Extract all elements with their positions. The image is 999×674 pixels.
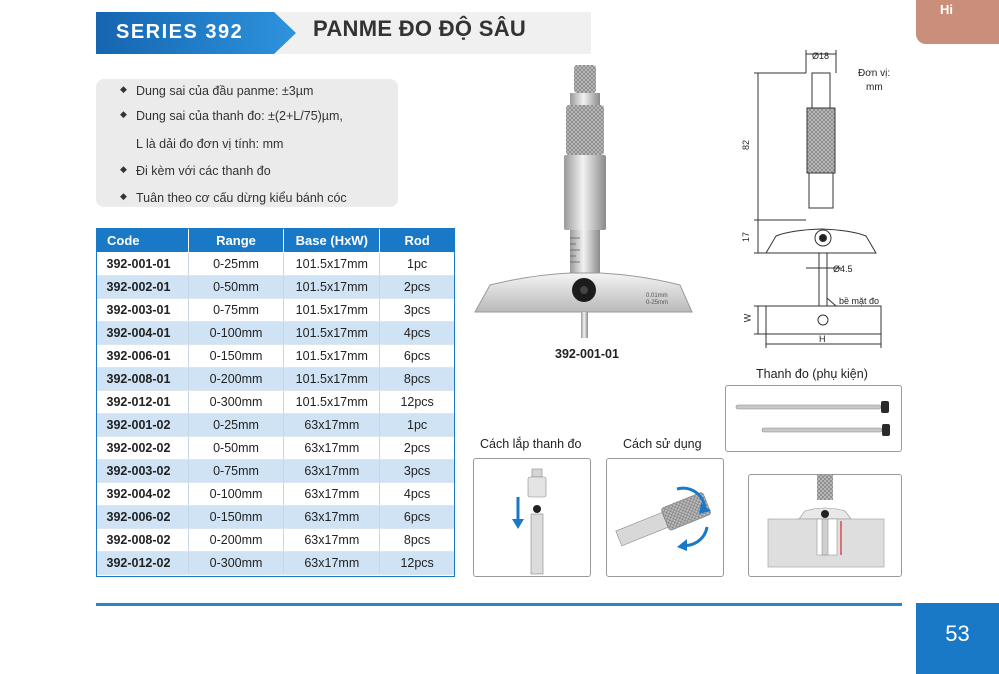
spec-text: Dung sai của thanh đo: ±(2+L/75)µm, — [136, 109, 343, 123]
bullet-icon: ◆ — [120, 84, 127, 94]
table-header-row — [97, 229, 455, 253]
table-cell: 63x17mm — [284, 460, 380, 483]
table-cell: 392-006-02 — [97, 506, 189, 529]
usage-illustration — [607, 459, 725, 578]
table-cell: 3pcs — [380, 460, 455, 483]
spec-text: Đi kèm với các thanh đo — [136, 164, 271, 178]
table-cell: 392-008-02 — [97, 529, 189, 552]
dim-base: 17 — [741, 231, 752, 243]
series-label: SERIES 392 — [116, 21, 244, 43]
table-cell: 0-150mm — [188, 345, 284, 368]
table-cell: 3pcs — [380, 299, 455, 322]
table-row — [97, 368, 455, 391]
table-row — [97, 299, 455, 322]
table-cell: 101.5x17mm — [284, 322, 380, 345]
table-cell: 0-300mm — [188, 552, 284, 575]
table-cell: 0-75mm — [188, 460, 284, 483]
table-cell: 63x17mm — [284, 414, 380, 437]
usage-caption: Cách sử dụng — [623, 437, 702, 451]
table-row — [97, 529, 455, 552]
section-tab-label: Hi — [940, 2, 953, 17]
table-cell: 392-003-02 — [97, 460, 189, 483]
table-cell: 0-100mm — [188, 322, 284, 345]
dim-height: 82 — [741, 139, 752, 151]
table-cell: 392-006-01 — [97, 345, 189, 368]
table-cell: 0-200mm — [188, 529, 284, 552]
table-cell: 63x17mm — [284, 437, 380, 460]
table-row — [97, 391, 455, 414]
column-header: Code — [97, 229, 189, 253]
table-cell: 0-25mm — [188, 253, 284, 276]
table-cell: 0-75mm — [188, 299, 284, 322]
dim-h: H — [819, 334, 826, 344]
base-marking: 0.01mm — [646, 293, 668, 299]
bullet-icon: ◆ — [120, 109, 127, 119]
spec-item — [136, 137, 283, 151]
table-cell: 101.5x17mm — [284, 345, 380, 368]
dim-rod: Ø4.5 — [833, 264, 853, 274]
spec-text: L là dải đo đơn vị tính: mm — [136, 137, 284, 151]
section-tab — [916, 0, 999, 44]
table-cell: 8pcs — [380, 529, 455, 552]
spec-table — [96, 228, 455, 575]
table-row — [97, 414, 455, 437]
table-cell: 63x17mm — [284, 529, 380, 552]
table-cell: 392-012-02 — [97, 552, 189, 575]
table-cell: 0-50mm — [188, 437, 284, 460]
table-cell: 4pcs — [380, 322, 455, 345]
spec-item — [120, 191, 347, 205]
table-cell: 392-008-01 — [97, 368, 189, 391]
base-marking: 0-25mm — [646, 300, 669, 306]
table-cell: 392-004-02 — [97, 483, 189, 506]
table-cell: 4pcs — [380, 483, 455, 506]
table-row — [97, 552, 455, 575]
spec-item — [120, 109, 343, 123]
spec-item — [120, 164, 271, 178]
table-cell: 8pcs — [380, 368, 455, 391]
accessory-caption: Thanh đo (phụ kiện) — [756, 367, 868, 381]
unit-label: mm — [866, 82, 883, 93]
table-cell: 392-012-01 — [97, 391, 189, 414]
table-row — [97, 345, 455, 368]
install-frame — [473, 458, 591, 577]
column-header: Rod — [380, 229, 455, 253]
bullet-icon: ◆ — [120, 164, 127, 174]
table-body — [97, 253, 455, 575]
table-cell: 0-200mm — [188, 368, 284, 391]
table-cell: 101.5x17mm — [284, 276, 380, 299]
table-cell: 101.5x17mm — [284, 253, 380, 276]
column-header: Range — [188, 229, 284, 253]
table-cell: 12pcs — [380, 552, 455, 575]
table-cell: 0-100mm — [188, 483, 284, 506]
table-row — [97, 253, 455, 276]
series-badge — [96, 12, 296, 54]
page-number-box — [916, 603, 999, 674]
table-cell: 0-25mm — [188, 414, 284, 437]
table-cell: 63x17mm — [284, 506, 380, 529]
spec-text: Tuân theo cơ cấu dừng kiểu bánh cóc — [136, 191, 347, 205]
spec-text: Dung sai của đầu panme: ±3µm — [136, 84, 314, 98]
table-row — [97, 322, 455, 345]
table-cell: 63x17mm — [284, 483, 380, 506]
table-row — [97, 506, 455, 529]
table-row — [97, 483, 455, 506]
footer-rule — [96, 603, 902, 606]
table-cell: 101.5x17mm — [284, 299, 380, 322]
table-cell: 392-001-02 — [97, 414, 189, 437]
table-row — [97, 437, 455, 460]
page-title: PANME ĐO ĐỘ SÂU — [313, 16, 527, 41]
table-cell: 0-150mm — [188, 506, 284, 529]
table-cell: 63x17mm — [284, 552, 380, 575]
dim-w: W — [742, 313, 753, 323]
table-cell: 0-300mm — [188, 391, 284, 414]
table-cell: 101.5x17mm — [284, 368, 380, 391]
measurement-illustration — [749, 475, 903, 578]
table-cell: 392-002-01 — [97, 276, 189, 299]
table-row — [97, 460, 455, 483]
table-cell: 12pcs — [380, 391, 455, 414]
table-row — [97, 276, 455, 299]
table-cell: 2pcs — [380, 437, 455, 460]
table-cell: 1pc — [380, 253, 455, 276]
usage-frame — [606, 458, 724, 577]
table-cell: 0-50mm — [188, 276, 284, 299]
table-cell: 392-003-01 — [97, 299, 189, 322]
measurement-frame — [748, 474, 902, 577]
table-cell: 6pcs — [380, 345, 455, 368]
accessory-frame — [725, 385, 902, 452]
install-illustration — [474, 459, 592, 578]
spec-list — [96, 79, 398, 207]
table-cell: 2pcs — [380, 276, 455, 299]
bullet-icon: ◆ — [120, 191, 127, 201]
table-cell: 392-004-01 — [97, 322, 189, 345]
dim-diameter-top: Ø18 — [812, 51, 830, 61]
page-number: 53 — [945, 621, 970, 646]
table-cell: 392-002-02 — [97, 437, 189, 460]
measuring-rods-image — [726, 386, 903, 453]
table-cell: 1pc — [380, 414, 455, 437]
surface-label: bề mặt đo — [839, 296, 880, 306]
install-caption: Cách lắp thanh đo — [480, 437, 582, 451]
table-cell: 101.5x17mm — [284, 391, 380, 414]
spec-item — [120, 84, 314, 98]
technical-drawing — [736, 48, 906, 353]
product-caption: 392-001-01 — [555, 347, 619, 361]
table-cell: 6pcs — [380, 506, 455, 529]
table-cell: 392-001-01 — [97, 253, 189, 276]
column-header: Base (HxW) — [284, 229, 380, 253]
unit-label: Đơn vị: — [858, 68, 891, 79]
